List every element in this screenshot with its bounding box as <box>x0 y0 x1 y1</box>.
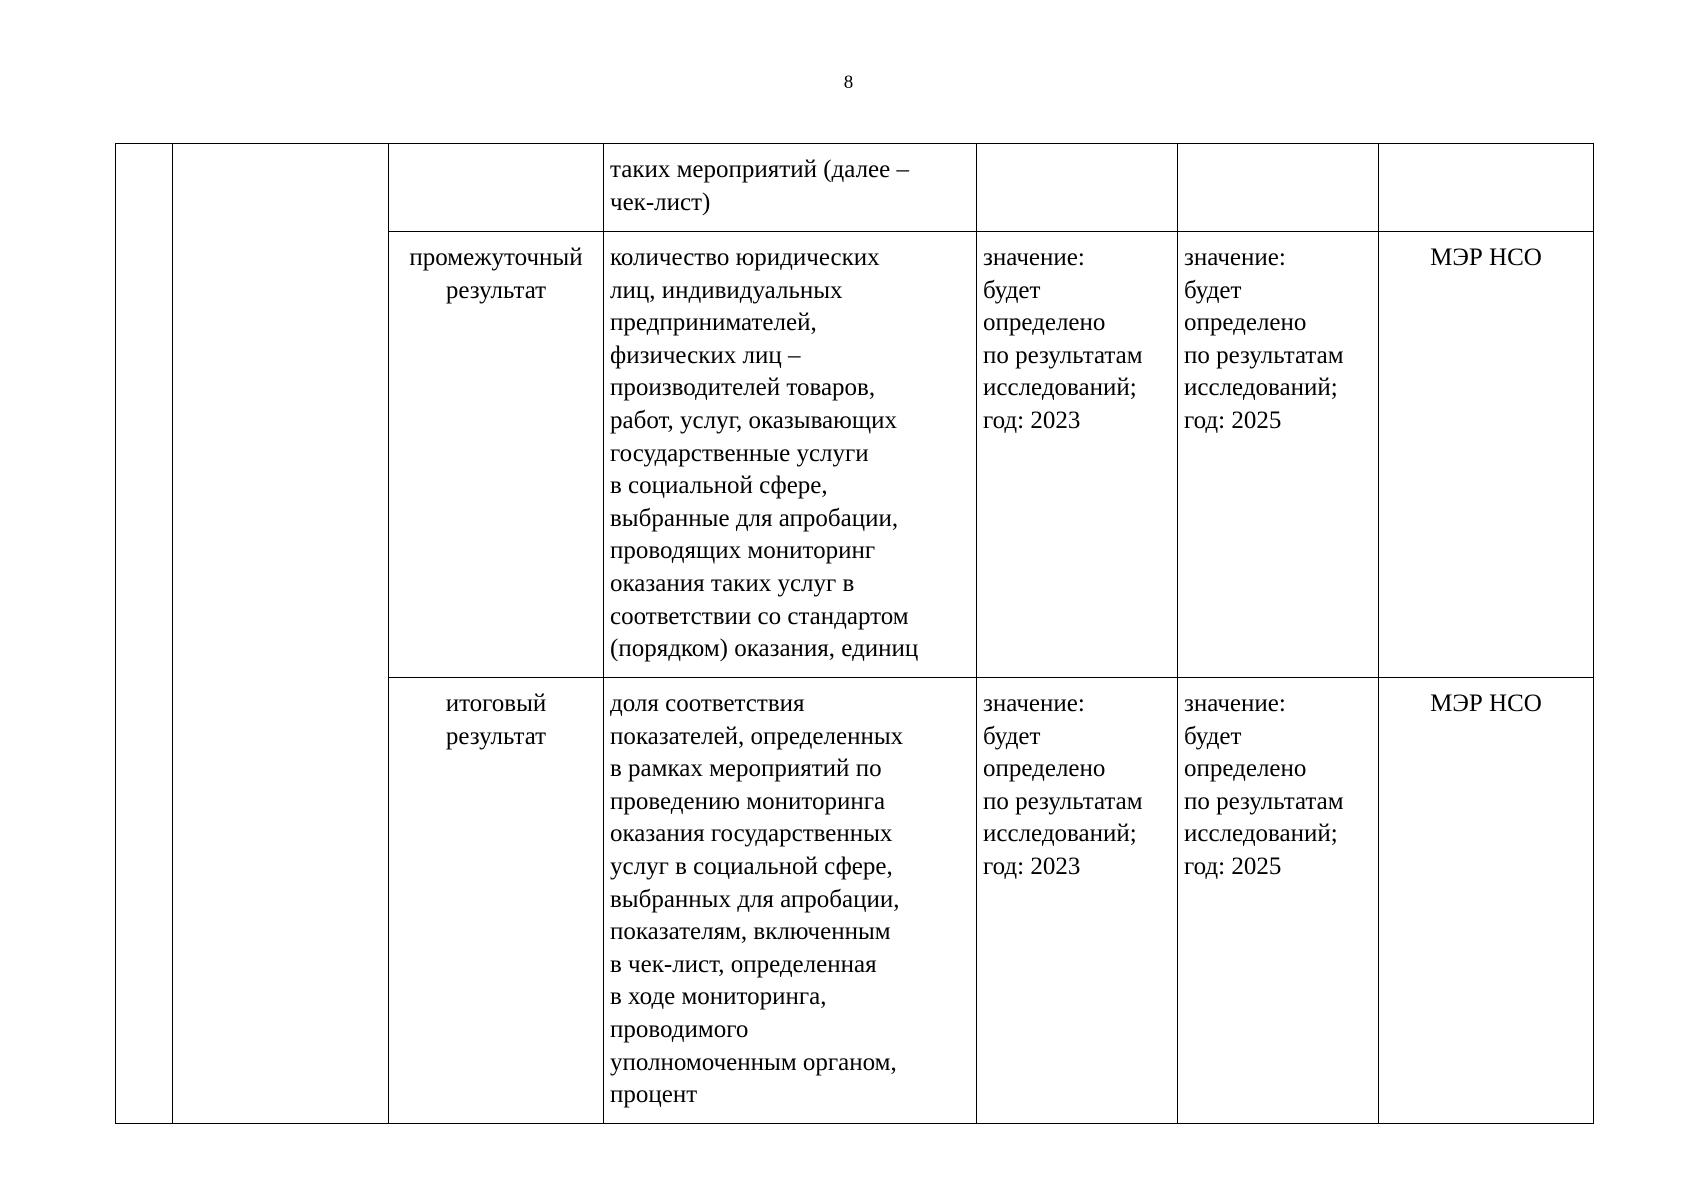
cell-type: итоговый результат <box>389 678 604 1124</box>
cell-base-value: значение: будет определено по результатам исследований; год: 2023 <box>977 678 1178 1124</box>
cell-description: количество юридических лиц, индивидуальных предпринимателей, физических лиц – производителей товаров, работ, услуг, оказывающих государственные услуги в социальной сфере, выбранные для апробации, проводящих мониторинг оказания таких услуг в соответствии со стандартом (порядком) оказания, единиц <box>604 232 977 678</box>
page-number: 8 <box>843 72 854 93</box>
cell-task <box>173 144 389 1124</box>
cell-description: доля соответствия показателей, определенных в рамках мероприятий по проведению мониторинга оказания государственных услуг в социальной сфере, выбранных для апробации, показателям, включенным в чек-лист, определенная в ходе мониторинга, проводимого уполномоченным органом, процент <box>604 678 977 1124</box>
cell-target-value: значение: будет определено по результатам исследований; год: 2025 <box>1178 232 1379 678</box>
cell-responsible: МЭР НСО <box>1379 232 1594 678</box>
cell-target-value <box>1178 144 1379 232</box>
table-row-continuation <box>116 144 1594 232</box>
indicators-table <box>115 143 1594 1124</box>
cell-responsible: МЭР НСО <box>1379 678 1594 1124</box>
cell-base-value: значение: будет определено по результатам исследований; год: 2023 <box>977 232 1178 678</box>
cell-responsible <box>1379 144 1594 232</box>
cell-type: промежуточный результат <box>389 232 604 678</box>
cell-description: таких мероприятий (далее – чек-лист) <box>604 144 977 232</box>
cell-type <box>389 144 604 232</box>
cell-number <box>116 144 173 1124</box>
cell-base-value <box>977 144 1178 232</box>
cell-target-value: значение: будет определено по результатам исследований; год: 2025 <box>1178 678 1379 1124</box>
